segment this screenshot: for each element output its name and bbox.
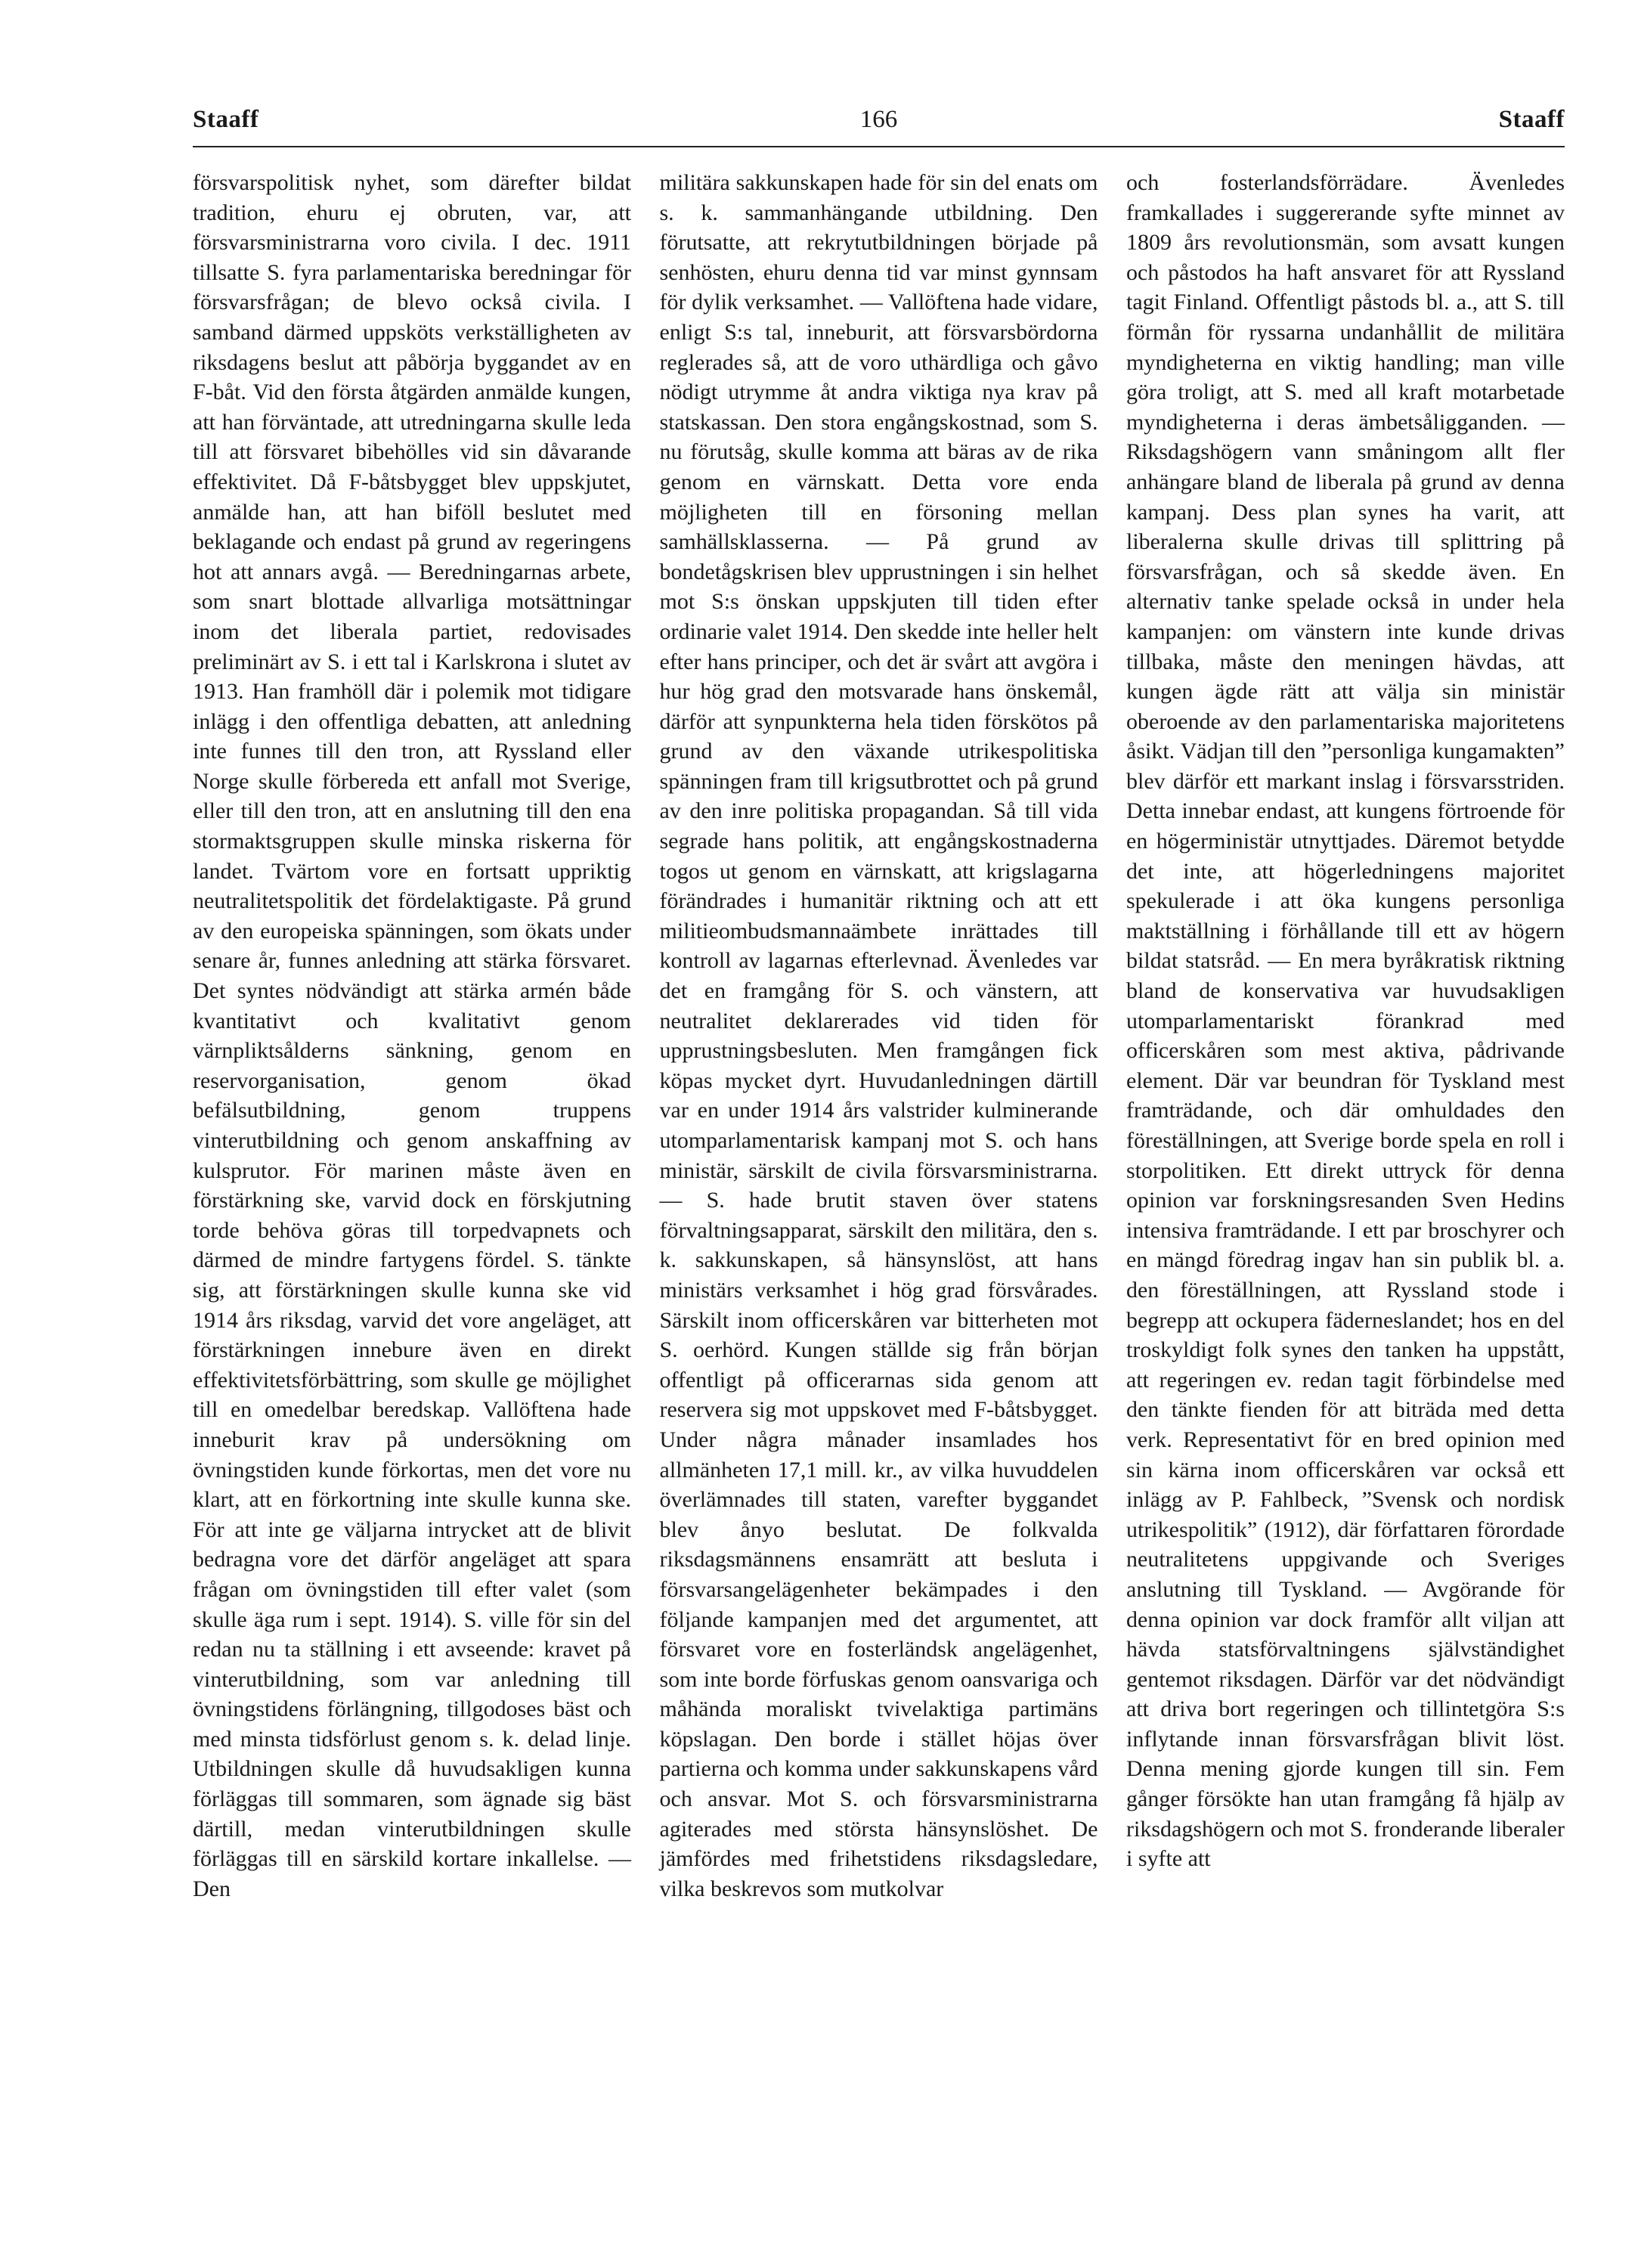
page-number: 166 xyxy=(859,106,898,133)
column-1-text: försvarspolitisk nyhet, som därefter bildat tradition, ehuru ej obruten, var, att försvarsministrarna voro civila. I dec. 1911 tillsatte S. fyra parlamentariska beredningar för försvarsfrågan; de blevo också civila. I samband därmed uppsköts verkställigheten av riksdagens beslut att påbörja byggandet av en F-båt. Vid den första åtgärden anmälde kungen, att han förväntade, att utredningarna skulle leda till att försvaret bibehölles vid sin dåvarande effektivitet. Då F-båtsbygget blev uppskjutet, anmälde han, att han biföll beslutet med beklagande och endast på grund av regeringens hot att annars avgå. — Beredningarnas arbete, som snart blottade allvarliga motsättningar inom det liberala partiet, redovisades preliminärt av S. i ett tal i Karlskrona i slutet av 1913. Han framhöll där i polemik mot tidigare inlägg i den offentliga debatten, att anledning inte funnes till den tron, att Ryssland eller Norge skulle förbereda ett anfall mot Sverige, eller till den tron, att en anslutning till den ena stormaktsgruppen skulle minska riskerna för landet. Tvärtom vore en fortsatt uppriktig neutralitetspolitik det fördelaktigaste. På grund av den europeiska spänningen, som ökats under senare år, funnes anledning att stärka försvaret. Det syntes nödvändigt att stärka armén både kvantitativt och kvalitativt genom värnpliktsålderns sänkning, genom en reservorganisation, genom ökad befälsutbildning, genom truppens vinterutbildning och genom anskaffning av kulsprutor. För marinen måste även en förstärkning ske, varvid dock en förskjutning torde behöva göras till torpedvapnets och därmed de mindre fartygens fördel. S. tänkte sig, att förstärkningen skulle kunna ske vid 1914 års riksdag, varvid det vore angeläget, att förstärkningen innebure även en direkt effektivitetsförbättring, som skulle ge möjlighet till en omedelbar beredskap. Vallöftena hade inneburit krav på undersökning om övningstiden kunde förkortas, men det vore nu klart, att en förkortning inte skulle kunna ske. För att inte ge väljarna intrycket att de blivit bedragna vore det därför angeläget att spara frågan om övningstiden till efter valet (som skulle äga rum i sept. 1914). S. ville för sin del redan nu ta ställning i ett avseende: kravet på vinterutbildning, som var anledning till övningstidens förlängning, tillgodoses bäst och med minsta tidsförlust genom s. k. delad linje. Utbildningen skulle då huvudsakligen kunna förläggas till sommaren, som ägnade sig bäst därtill, medan vinterutbildningen skulle förläggas till en särskild kortare inkallelse. — Den xyxy=(193,170,631,1901)
column-2-text: militära sakkunskapen hade för sin del enats om s. k. sammanhängande utbildning. Den förutsatte, att rekrytutbildningen började på senhösten, ehuru denna tid var minst gynnsam för dylik verksamhet. — Vallöftena hade vidare, enligt S:s tal, inneburit, att försvarsbördorna reglerades så, att de voro uthärdliga och gåvo nödigt utrymme åt andra viktiga nya krav på statskassan. Den stora engångskostnad, som S. nu förutsåg, skulle komma att bäras av de rika genom en värnskatt. Detta vore enda möjligheten till en försoning mellan samhällsklasserna. — På grund av bondetågskrisen blev upprustningen i sin helhet mot S:s önskan uppskjuten till tiden efter ordinarie valet 1914. Den skedde inte heller helt efter hans principer, och det är svårt att avgöra i hur hög grad den motsvarade hans önskemål, därför att synpunkterna hela tiden förskötos på grund av den växande utrikespolitiska spänningen fram till krigsutbrottet och på grund av den inre politiska propagandan. Så till vida segrade hans politik, att engångskostnaderna togos ut genom en värnskatt, att krigslagarna förändrades i humanitär riktning och att ett militieombudsmannaämbete inrättades till kontroll av lagarnas efterlevnad. Ävenledes var det en framgång för S. och vänstern, att neutralitet deklarerades vid tiden för upprustningsbesluten. Men framgången fick köpas mycket dyrt. Huvudanledningen därtill var en under 1914 års valstrider kulminerande utomparlamentarisk kampanj mot S. och hans ministär, särskilt de civila försvarsministrarna. — S. hade brutit staven över statens förvaltningsapparat, särskilt den militära, den s. k. sakkunskapen, så hänsynslöst, att hans ministärs verksamhet i hög grad försvårades. Särskilt inom officerskåren var bitterheten mot S. oerhörd. Kungen ställde sig från början offentligt på officerarnas sida genom att reservera sig mot uppskovet med F-båtsbygget. Under några månader insamlades hos allmänheten 17,1 mill. kr., av vilka huvuddelen överlämnades till staten, varefter byggandet blev ånyo beslutat. De folkvalda riksdagsmännens ensamrätt att besluta i försvarsangelägenheter bekämpades i den följande kampanjen med det argumentet, att försvaret vore en fosterländsk angelägenhet, som inte borde förfuskas genom oansvariga och måhända moraliskt tvivelaktiga partimäns köpslagan. Den borde i stället höjas över partierna och komma under sakkunskapens vård och ansvar. Mot S. och försvarsministrarna agiterades med största hänsynslöshet. De jämfördes med frihetstidens riksdagsledare, vilka beskrevos som mutkolvar xyxy=(659,170,1098,1901)
text-columns xyxy=(193,168,1565,1904)
header-left-name: Staaff xyxy=(193,106,259,133)
text-column-2 xyxy=(660,168,1098,1904)
running-header xyxy=(193,106,1565,151)
text-column-3 xyxy=(1126,168,1565,1904)
header-right-name: Staaff xyxy=(1498,106,1565,133)
column-3-text: och fosterlandsförrädare. Ävenledes framkallades i suggererande syfte minnet av 1809 års revolutionsmän, som avsatt kungen och påstodos ha haft ansvaret för att Ryssland tagit Finland. Offentligt påstods bl. a., att S. till förmån för ryssarna undanhållit de militära myndigheterna en viktig handling; man ville göra troligt, att S. med all kraft motarbetade myndigheterna i deras ämbetsåligganden. — Riksdagshögern vann småningom allt fler anhängare bland de liberala på grund av denna kampanj. Dess plan synes ha varit, att liberalerna skulle drivas till splittring på försvarsfrågan, och så skedde även. En alternativ tanke spelade också in under hela kampanjen: om vänstern inte kunde drivas tillbaka, måste den meningen hävdas, att kungen ägde rätt att välja sin ministär oberoende av den parlamentariska majoritetens åsikt. Vädjan till den ”personliga kungamakten” blev därför ett markant inslag i försvarsstriden. Detta innebar endast, att kungens förtroende för en högerministär utnyttjades. Däremot betydde det inte, att högerledningens majoritet spekulerade i att öka kungens personliga maktställning i förhållande till ett av högern bildat statsråd. — En mera byråkratisk riktning bland de konservativa var huvudsakligen utomparlamentariskt förankrad med officerskåren som mest aktiva, pådrivande element. Där var beundran för Tyskland mest framträdande, och där omhuldades den föreställningen, att Sverige borde spela en roll i storpolitiken. Ett direkt uttryck för denna opinion var forskningsresanden Sven Hedins intensiva framträdande. I ett par broschyrer och en mängd föredrag ingav han sin publik bl. a. den föreställningen, att Ryssland stode i begrepp att ockupera fäderneslandet; hos en del troskyldigt folk synes den tanken ha uppstått, att regeringen ev. redan tagit förbindelse med den tänkte fienden för att biträda med detta verk. Representativt för en bred opinion med sin kärna inom officerskåren var också ett inlägg av P. Fahlbeck, ”Svensk och nordisk utrikespolitik” (1912), där författaren förordade neutralitetens uppgivande och Sveriges anslutning till Tyskland. — Avgörande för denna opinion var dock framför allt viljan att hävda statsförvaltningens självständighet gentemot riksdagen. Därför var det nödvändigt att driva bort regeringen och tillintetgöra S:s inflytande innan försvarsfrågan blivit löst. Denna mening gjorde kungen till sin. Fem gånger försökte han utan framgång få hjälp av riksdagshögern och mot S. fronderande liberaler i syfte att xyxy=(1126,170,1565,1872)
text-column-1 xyxy=(193,168,631,1904)
header-rule xyxy=(193,146,1565,147)
